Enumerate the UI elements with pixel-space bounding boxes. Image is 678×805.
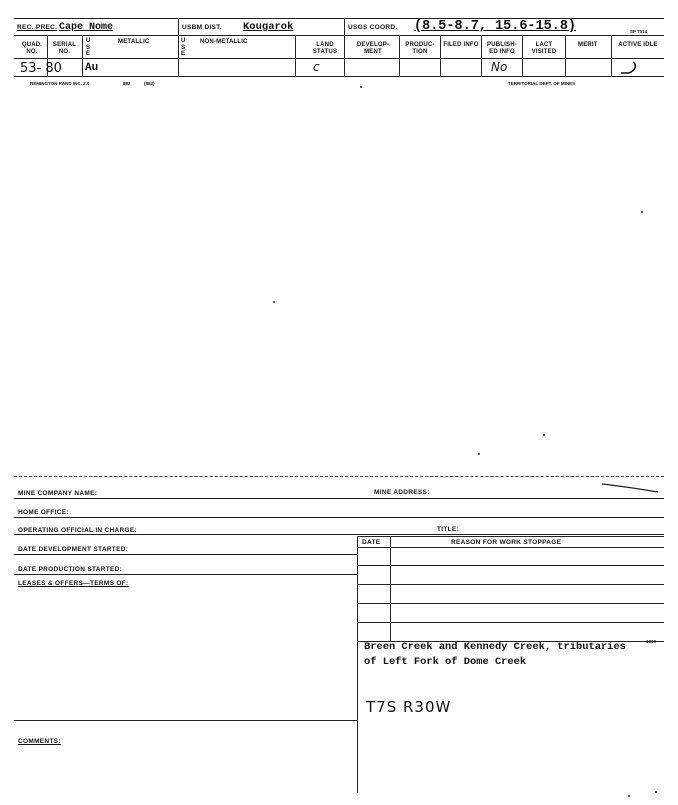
- col-div-production: [399, 35, 400, 76]
- col-div-published: [481, 35, 482, 76]
- col-production: PRODUC- TION: [405, 42, 435, 55]
- speck: [273, 301, 275, 303]
- col-div-merit: [565, 35, 566, 76]
- col-div-land: [295, 35, 296, 76]
- rule-official-double: [357, 536, 664, 537]
- usgs-coord-value: (8.5-8.7, 15.6-15.8): [414, 19, 577, 34]
- col-div-visited: [522, 35, 523, 76]
- col-filed-info: FILED INFO: [443, 42, 479, 48]
- home-office-label: HOME OFFICE:: [18, 509, 69, 516]
- rule-home-office: [14, 517, 664, 518]
- operating-official-label: OPERATING OFFICIAL IN CHARGE:: [18, 527, 137, 534]
- speck: [655, 791, 657, 793]
- rule-company: [14, 498, 664, 499]
- table-row-3: [357, 603, 664, 604]
- col-use-metallic: U S E: [86, 38, 91, 57]
- col-use-nonmetallic: U S E: [181, 38, 186, 57]
- table-left-rule: [357, 536, 358, 793]
- table-header-rule: [357, 547, 664, 548]
- code-882: 882: [123, 81, 131, 86]
- col-non-metallic: NON-METALLIC: [200, 39, 248, 45]
- quad-serial-value: 53- 80: [20, 61, 62, 76]
- speck: [478, 453, 480, 455]
- mark-1319: 1319: [646, 639, 657, 644]
- row-bottom-rule: [14, 76, 664, 77]
- col-div-metallic: [82, 35, 83, 76]
- land-status-value: c: [313, 60, 320, 74]
- published-value: No: [491, 60, 508, 74]
- speck: [641, 211, 643, 213]
- table-row-4: [357, 622, 664, 623]
- typed-note-line-2: of Left Fork of Dome Creek: [364, 656, 527, 668]
- pen-stroke: [600, 480, 660, 494]
- column-header-rule: [14, 58, 664, 59]
- col-div-active: [611, 35, 612, 76]
- col-quad-no: QUAD. NO.: [21, 42, 43, 55]
- title-label: TITLE:: [437, 526, 460, 533]
- reason-col-header: REASON FOR WORK STOPPAGE: [451, 539, 562, 546]
- date-production-started-label: DATE PRODUCTION STARTED:: [18, 566, 123, 573]
- rec-prec-value: Cape Nome: [59, 22, 114, 33]
- date-col-header: DATE: [362, 539, 381, 546]
- printer-mark: REMINGTON RAND INC. 2.0: [30, 81, 90, 86]
- speck: [543, 434, 545, 436]
- mine-address-label: MINE ADDRESS:: [374, 489, 430, 496]
- speck: [360, 86, 362, 88]
- metallic-value: Au: [85, 62, 99, 74]
- col-development: DEVELOP- MENT: [356, 42, 390, 55]
- department-name: TERRITORIAL DEPT. OF MINES: [508, 81, 576, 86]
- col-merit: MERIT: [578, 42, 598, 48]
- date-development-started-label: DATE DEVELOPMENT STARTED:: [18, 546, 129, 553]
- active-check-mark: [615, 60, 645, 76]
- col-active-idle: ACTIVE IDLE: [618, 42, 658, 48]
- table-row-1: [357, 565, 664, 566]
- handwritten-location: T7S R30W: [366, 698, 452, 716]
- usbm-dist-value: Kougarok: [243, 21, 294, 33]
- col-serial-no: SERIAL NO.: [52, 42, 77, 55]
- usgs-coord-label: USGS COORD.: [348, 24, 398, 31]
- header-divider-1: [178, 18, 179, 76]
- form-number: SP 7014: [630, 29, 648, 34]
- typed-note-line-1: Breen Creek and Kennedy Creek, tributaries: [364, 641, 626, 653]
- comments-label: COMMENTS:: [18, 738, 61, 745]
- speck: [628, 795, 630, 797]
- date-col-rule: [390, 536, 391, 642]
- col-metallic: METALLIC: [118, 39, 150, 45]
- header-divider-2: [344, 18, 345, 76]
- rule-comments-top: [14, 720, 357, 721]
- card-separator-dashed: [14, 476, 664, 477]
- col-land-status: LAND STATUS: [312, 42, 338, 55]
- rule-production: [14, 574, 357, 575]
- code-882-paren: (882): [144, 81, 155, 86]
- rec-prec-label: REC. PREC.: [17, 24, 58, 31]
- col-last-visited: LACT VISITED: [531, 42, 557, 55]
- table-row-2: [357, 584, 664, 585]
- rule-official: [14, 534, 664, 535]
- header-second-rule: [14, 35, 664, 36]
- col-div-filed: [440, 35, 441, 76]
- col-published-info: PUBLISH- ED INFO: [487, 42, 517, 55]
- usbm-dist-label: USBM DIST.: [182, 24, 222, 31]
- rule-development: [14, 554, 357, 555]
- mine-company-name-label: MINE COMPANY NAME:: [18, 490, 98, 497]
- leases-offers-label: LEASES & OFFERS—TERMS OF:: [18, 580, 129, 587]
